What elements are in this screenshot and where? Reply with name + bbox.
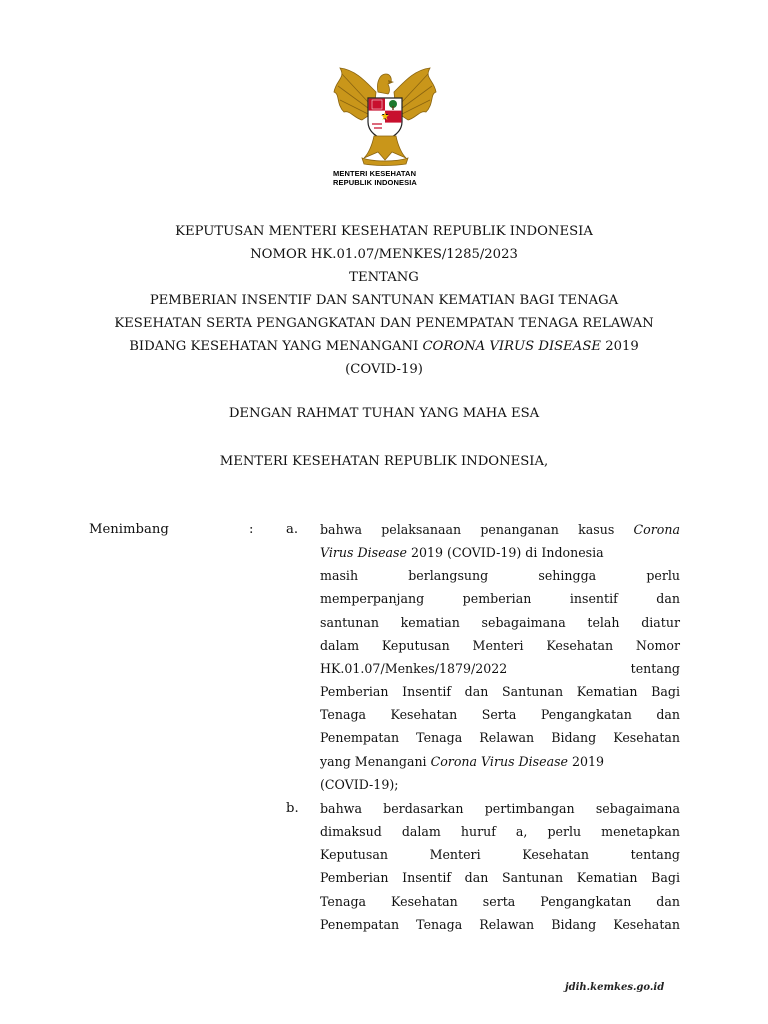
title-line-4: PEMBERIAN INSENTIF DAN SANTUNAN KEMATIAN BAGI TENAGA <box>149 293 619 308</box>
emblem-caption <box>333 169 453 187</box>
issuer: MENTERI KESEHATAN REPUBLIK INDONESIA, <box>219 454 549 469</box>
title-line-3: TENTANG <box>349 270 419 285</box>
emblem-caption-line1: MENTERI KESEHATAN <box>333 169 417 178</box>
title-line-5: KESEHATAN SERTA PENGANGKATAN DAN PENEMPATAN TENAGA RELAWAN <box>114 316 654 331</box>
footer-url: jdih.kemkes.go.id <box>565 982 665 993</box>
title-line-6: BIDANG KESEHATAN YANG MENANGANI CORONA VIRUS DISEASE 2019 <box>129 339 639 354</box>
garuda-emblem-icon <box>328 62 442 166</box>
item-a-letter: a. <box>286 522 299 537</box>
decree-title <box>60 220 708 381</box>
title-line-2: NOMOR HK.01.07/MENKES/1285/2023 <box>250 247 518 262</box>
considering-colon: : <box>249 522 254 537</box>
item-b-text: bahwa berdasarkan pertimbangan sebagaimana dimaksud dalam huruf a, perlu menetapkan Keputusan Menteri Kesehatan tentang Pemberian Insentif dan Santunan Kematian Bagi Tenaga Kesehatan serta Pengangkatan dan Penempatan Tenaga Relawan Bidang Kesehatan <box>320 801 680 932</box>
considering-label: Menimbang <box>89 522 169 537</box>
title-line-7: (COVID-19) <box>345 362 423 377</box>
title-line-1: KEPUTUSAN MENTERI KESEHATAN REPUBLIK INDONESIA <box>175 224 593 239</box>
item-b-letter: b. <box>286 801 299 816</box>
invocation: DENGAN RAHMAT TUHAN YANG MAHA ESA <box>228 406 540 421</box>
item-a-text: bahwa pelaksanaan penanganan kasus Corona Virus Disease 2019 (COVID-19) di Indonesia masih berlangsung sehingga perlu memperpanjang pemberian insentif dan santunan kematian sebagaimana telah diatur dalam Keputusan Menteri Kesehatan Nomor HK.01.07/Menkes/1879/2022 tentang Pemberian Insentif dan Santunan Kematian Bagi Tenaga Kesehatan Serta Pengangkatan dan Penempatan Tenaga Relawan Bidang Kesehatan yang Menangani Corona Virus Disease 2019 (COVID-19); <box>320 522 680 792</box>
emblem-caption-line2: REPUBLIK INDONESIA <box>333 178 417 187</box>
